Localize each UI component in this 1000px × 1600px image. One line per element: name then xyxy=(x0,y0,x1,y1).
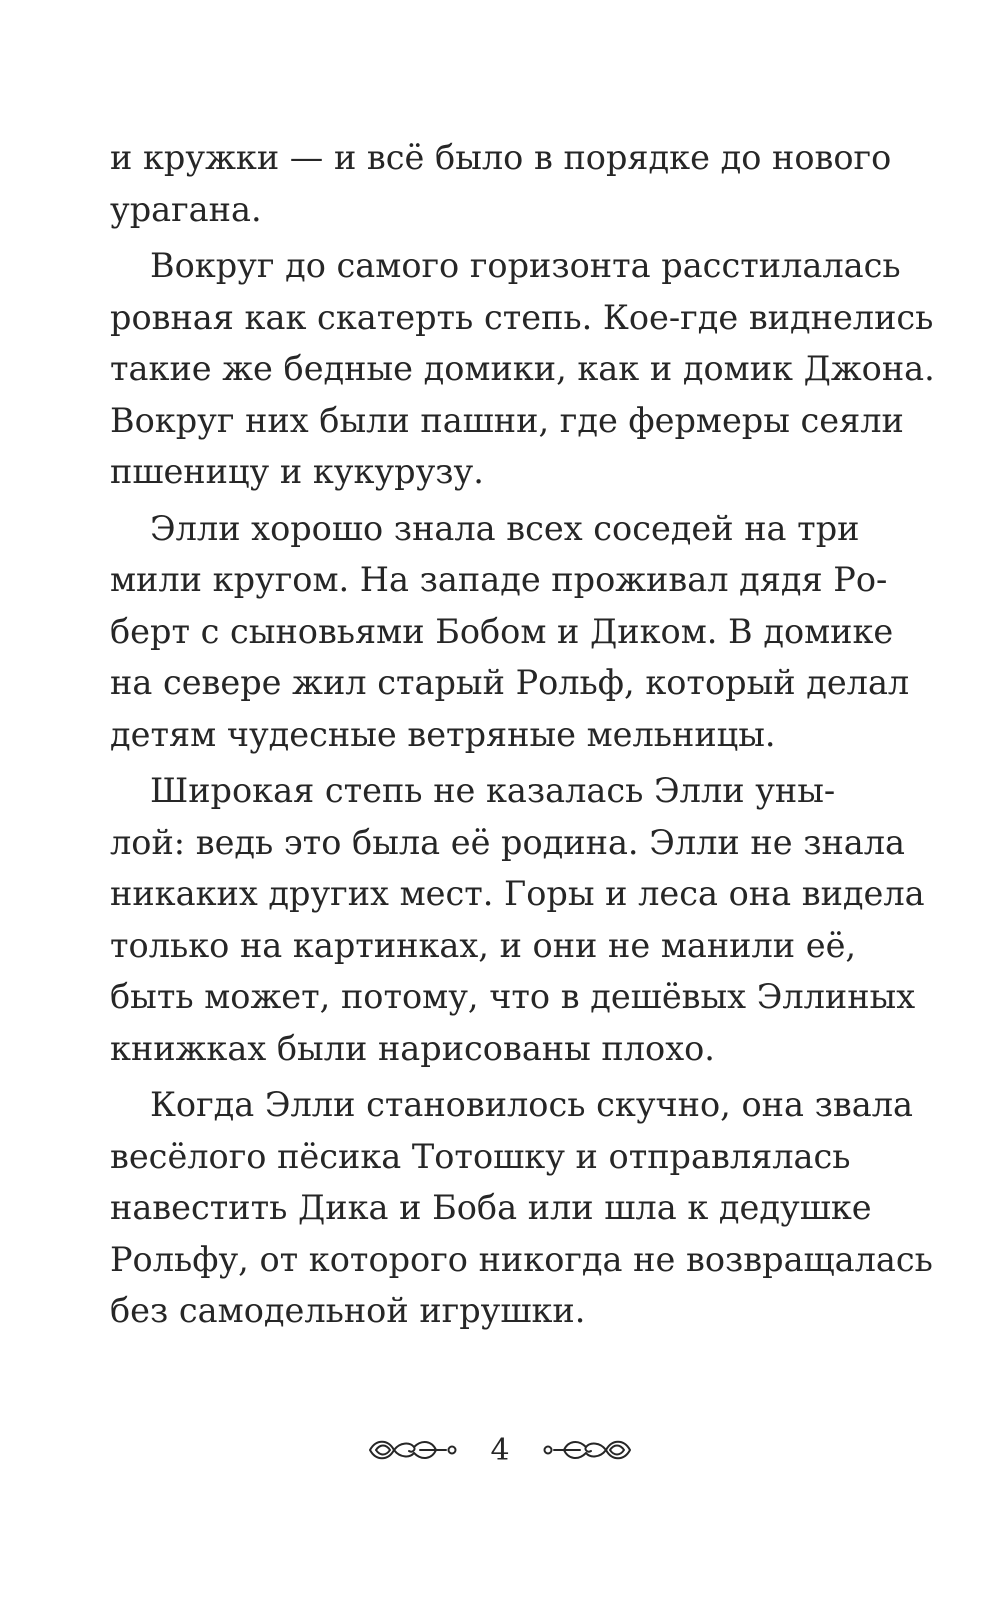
text-line: книжках были нарисованы плохо. xyxy=(110,1028,715,1068)
text-line: урагана. xyxy=(110,189,262,229)
text-line: берт с сыновьями Бобом и Диком. В домике xyxy=(110,611,894,651)
text-line: лой: ведь это была её родина. Элли не знала xyxy=(110,822,906,862)
text-line: быть может, потому, что в дешёвых Эллиных xyxy=(110,977,916,1016)
text-line: навестить Дика и Боба или шла к дедушке xyxy=(110,1188,872,1227)
text-line: такие же бедные домики, как и домик Джона. xyxy=(110,349,935,388)
text-line: Широкая степь не казалась Элли уны- xyxy=(150,771,836,810)
floral-ornament-right-icon xyxy=(534,1433,634,1467)
text-line: ровная как скатерть степь. Кое-где виднелись xyxy=(110,297,934,337)
text-line: пшеницу и кукурузу. xyxy=(110,452,484,491)
text-line: на севере жил старый Рольф, который делал xyxy=(110,663,910,702)
text-line: мили кругом. На западе проживал дядя Ро- xyxy=(110,560,888,599)
text-line: никаких других мест. Горы и леса она видела xyxy=(110,874,925,913)
text-line: детям чудесные ветряные мельницы. xyxy=(110,714,776,754)
page-number: 4 xyxy=(490,1432,510,1468)
paragraph xyxy=(110,503,910,761)
paragraph xyxy=(110,132,900,235)
text-line: без самодельной игрушки. xyxy=(110,1291,586,1330)
text-line: Вокруг них были пашни, где фермеры сеяли xyxy=(110,400,904,440)
paragraph xyxy=(110,765,925,1074)
text-line: Когда Элли становилось скучно, она звала xyxy=(150,1085,913,1124)
body-text xyxy=(110,132,935,1337)
text-line: Вокруг до самого горизонта расстилалась xyxy=(150,246,901,285)
floral-ornament-left-icon xyxy=(366,1433,466,1467)
text-line: Элли хорошо знала всех соседей на три xyxy=(150,508,860,548)
page-footer xyxy=(0,1420,1000,1480)
text-line: весёлого пёсика Тотошку и отправлялась xyxy=(110,1136,851,1176)
paragraph xyxy=(110,1079,933,1337)
text-line: Рольфу, от которого никогда не возвращалась xyxy=(110,1239,933,1279)
text-line: только на картинках, и они не манили её, xyxy=(110,925,857,965)
text-line: и кружки — и всё было в порядке до нового xyxy=(110,138,892,177)
paragraph xyxy=(110,240,935,498)
